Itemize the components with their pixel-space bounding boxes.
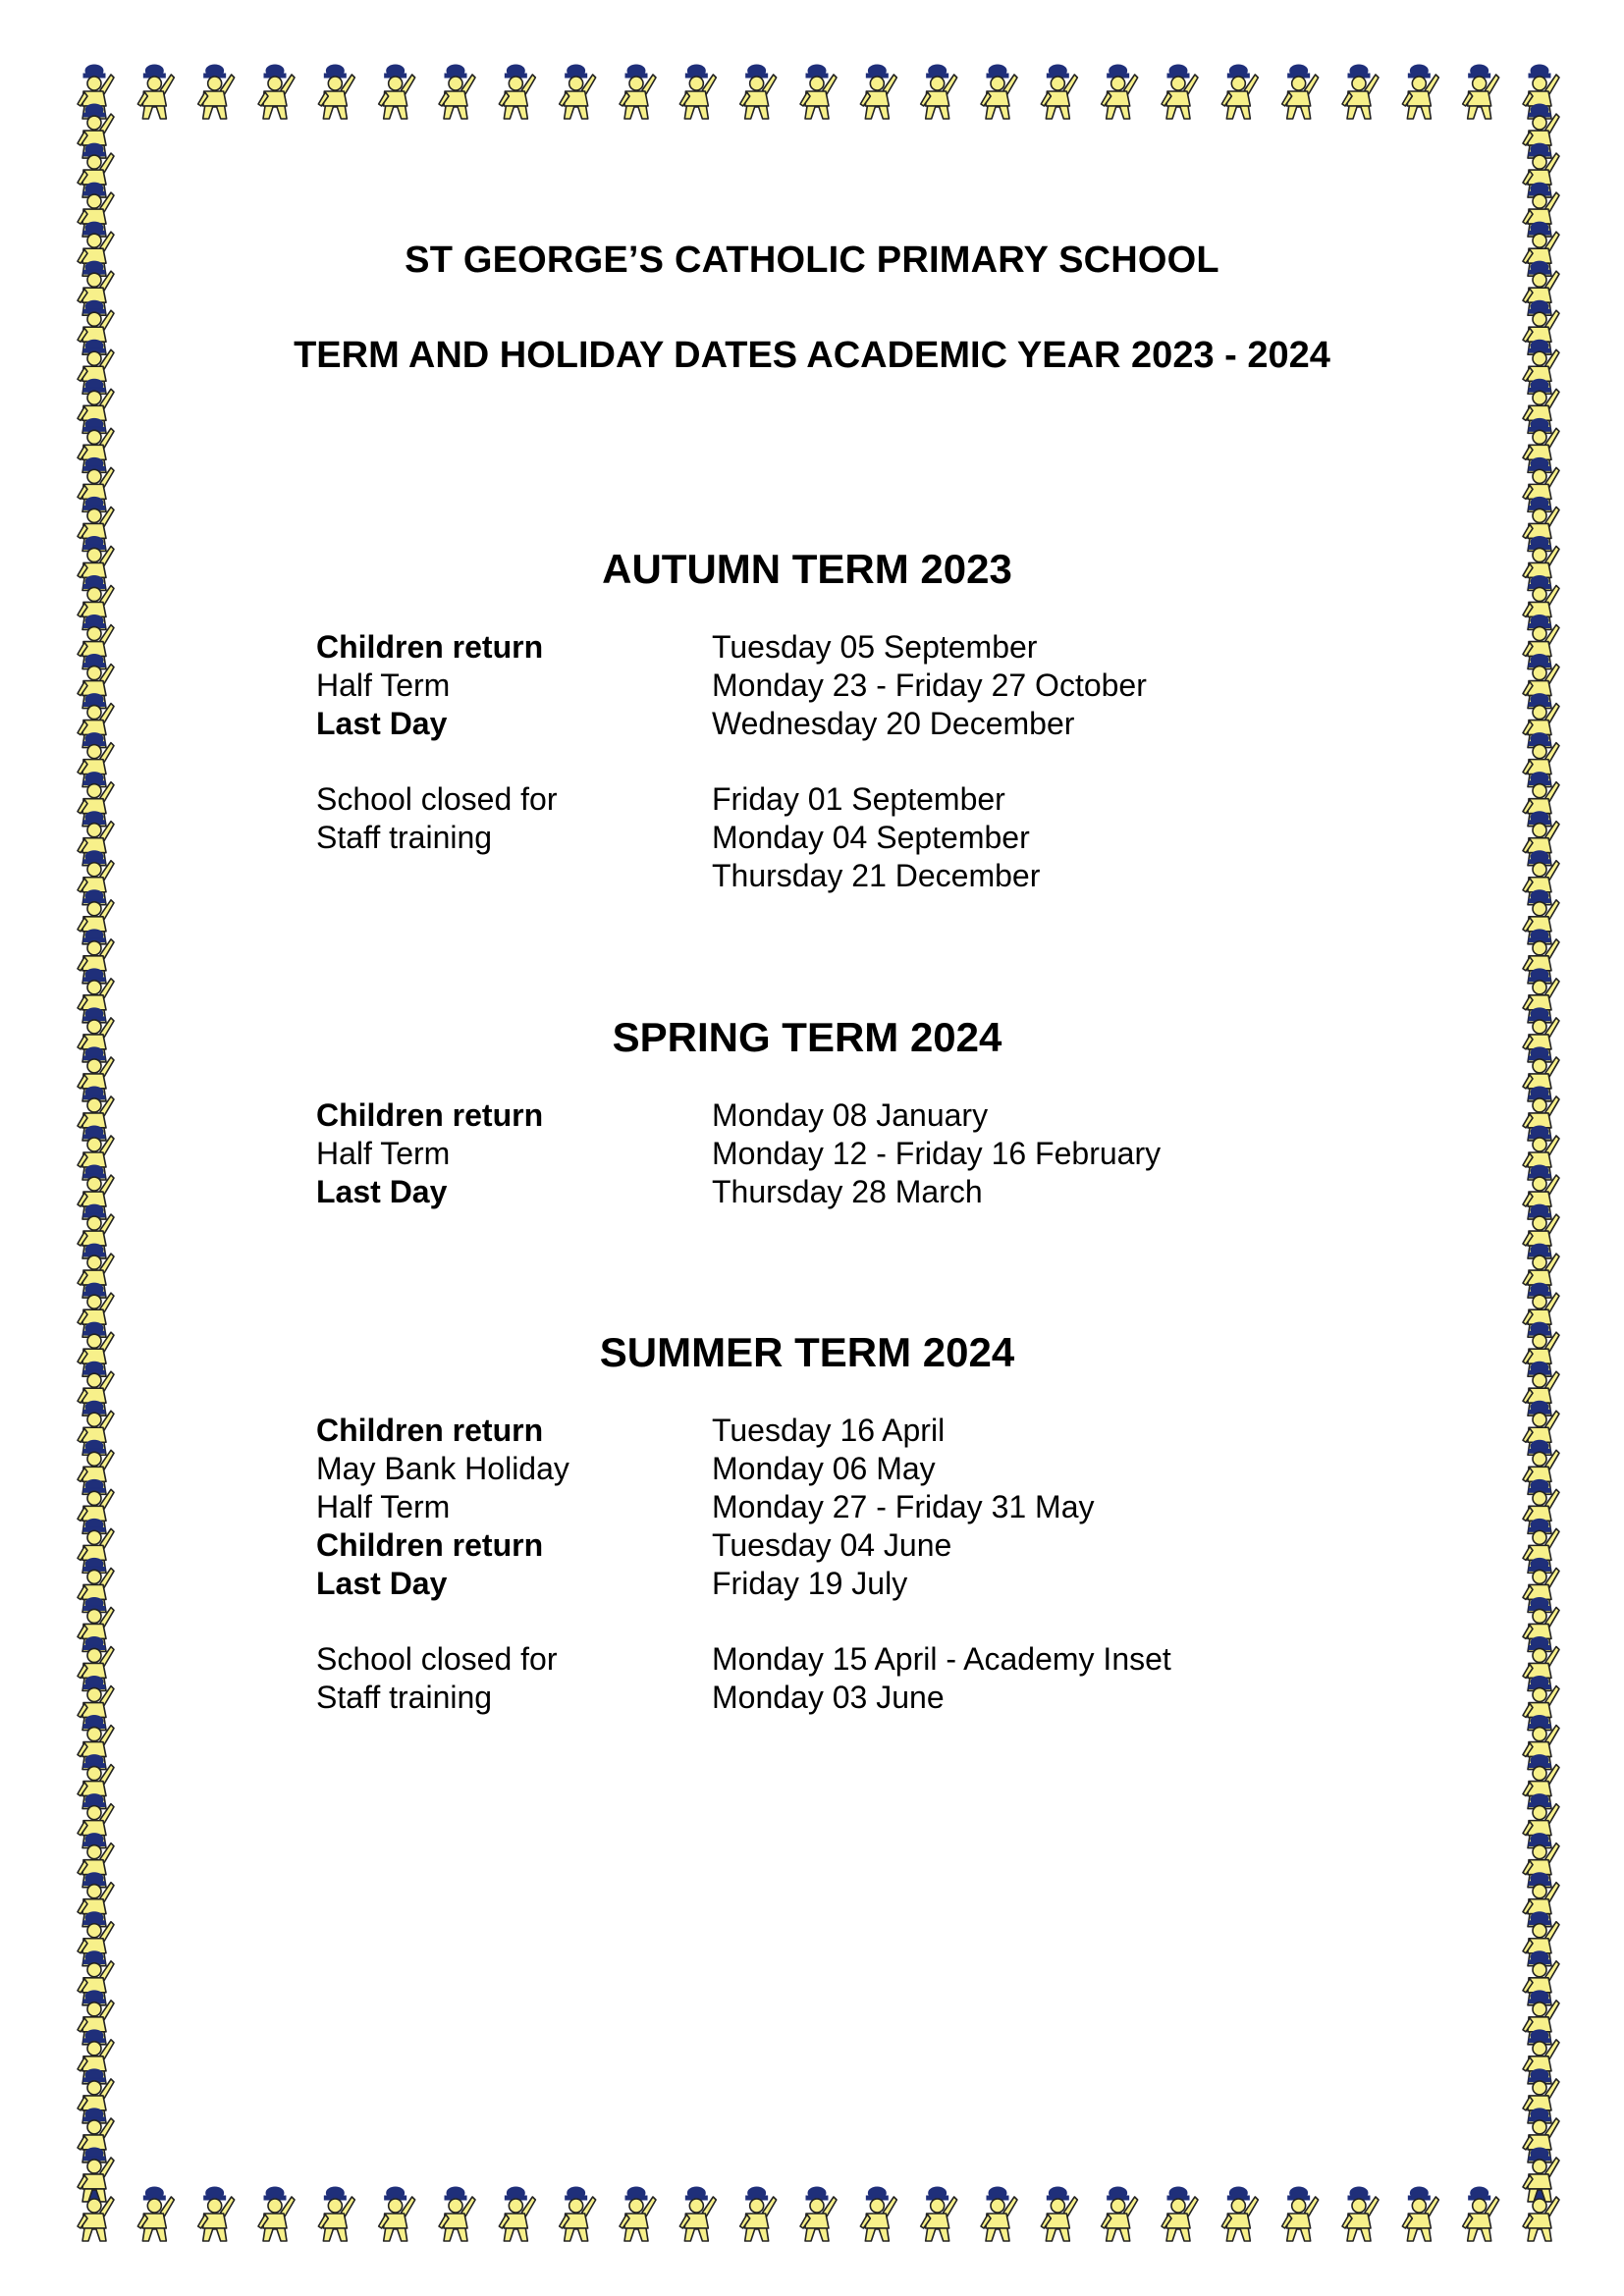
child-figure-icon <box>78 1087 114 1141</box>
term-date-list <box>316 628 1347 895</box>
child-figure-icon <box>1523 615 1559 669</box>
child-figure-icon <box>1523 1362 1559 1415</box>
child-figure-icon <box>78 1244 114 1298</box>
date-row-label: May Bank Holiday <box>316 1451 569 1486</box>
date-row <box>316 857 1347 895</box>
child-figure-icon <box>1523 1204 1559 1258</box>
document-subtitle: TERM AND HOLIDAY DATES ACADEMIC YEAR 2023 - 2024 <box>294 335 1330 376</box>
date-row-value: Friday 19 July <box>712 1566 908 1601</box>
child-figure-icon <box>78 1165 114 1219</box>
date-row-label: Children return <box>316 1527 544 1563</box>
child-figure-icon <box>1523 1126 1559 1180</box>
child-figure-icon <box>499 65 535 119</box>
child-figure-icon <box>78 1204 114 1258</box>
child-figure-icon <box>1221 65 1258 119</box>
child-figure-icon <box>1523 1716 1559 1770</box>
child-figure-icon <box>1523 1087 1559 1141</box>
child-figure-icon <box>1523 1165 1559 1219</box>
child-figure-icon <box>1523 497 1559 551</box>
child-figure-icon <box>78 1755 114 1809</box>
date-row-value: Thursday 28 March <box>712 1174 983 1209</box>
child-figure-icon <box>981 2187 1017 2241</box>
child-figure-icon <box>379 2187 415 2241</box>
child-figure-icon <box>78 969 114 1023</box>
child-figure-icon <box>198 65 235 119</box>
child-figure-icon <box>1162 65 1198 119</box>
child-figure-icon <box>560 2187 596 2241</box>
date-row-label: Staff training <box>316 1680 493 1715</box>
child-figure-icon <box>1523 1597 1559 1651</box>
child-figure-icon <box>78 1401 114 1455</box>
date-row-label: Half Term <box>316 1489 451 1524</box>
child-figure-icon <box>1463 2187 1499 2241</box>
date-row <box>316 1173 1347 1211</box>
child-figure-icon <box>1523 575 1559 629</box>
child-figure-icon <box>78 1558 114 1612</box>
child-figure-icon <box>439 2187 475 2241</box>
child-figure-icon <box>1523 1283 1559 1337</box>
child-figure-icon <box>78 890 114 944</box>
child-figure-icon <box>78 773 114 827</box>
child-figure-icon <box>560 65 596 119</box>
child-figure-icon <box>740 65 777 119</box>
child-figure-icon <box>499 2187 535 2241</box>
child-figure-icon <box>137 65 174 119</box>
child-figure-icon <box>1162 2187 1198 2241</box>
child-figure-icon <box>78 2109 114 2163</box>
child-figure-icon <box>1221 2187 1258 2241</box>
child-figure-icon <box>620 2187 656 2241</box>
date-row-value: Monday 15 April - Academy Inset <box>712 1641 1171 1677</box>
date-row-value: Wednesday 20 December <box>712 706 1075 741</box>
child-figure-icon <box>78 1597 114 1651</box>
child-figure-icon <box>1523 1244 1559 1298</box>
date-row-label: Staff training <box>316 820 493 855</box>
child-figure-icon <box>800 65 837 119</box>
child-figure-icon <box>1523 812 1559 866</box>
child-figure-icon <box>198 2187 235 2241</box>
date-row <box>316 1412 1347 1450</box>
child-figure-icon <box>1041 65 1077 119</box>
child-figure-icon <box>78 812 114 866</box>
date-row <box>316 1526 1347 1565</box>
child-figure-icon <box>1523 65 1559 119</box>
date-row-value: Monday 23 - Friday 27 October <box>712 667 1147 703</box>
date-row <box>316 1135 1347 1173</box>
child-figure-icon <box>860 2187 896 2241</box>
child-figure-icon <box>78 1322 114 1376</box>
date-row-label: Last Day <box>316 1566 448 1601</box>
child-figure-icon <box>439 65 475 119</box>
child-figure-icon <box>78 1677 114 1731</box>
date-row-label: School closed for <box>316 1641 558 1677</box>
child-figure-icon <box>1523 1755 1559 1809</box>
child-figure-icon <box>1523 1008 1559 1062</box>
date-row-value: Monday 27 - Friday 31 May <box>712 1489 1095 1524</box>
child-figure-icon <box>78 1951 114 2005</box>
child-figure-icon <box>1523 1794 1559 1848</box>
child-figure-icon <box>1463 65 1499 119</box>
child-figure-icon <box>1523 1519 1559 1573</box>
date-row <box>316 1679 1347 1717</box>
child-figure-icon <box>78 1794 114 1848</box>
child-figure-icon <box>1523 2148 1559 2202</box>
child-figure-icon <box>1523 183 1559 237</box>
child-figure-icon <box>78 143 114 197</box>
child-figure-icon <box>78 1126 114 1180</box>
date-row <box>316 780 1347 819</box>
term-heading: SPRING TERM 2024 <box>612 1014 1002 1060</box>
date-row-value: Tuesday 16 April <box>712 1413 946 1448</box>
child-figure-icon <box>1342 2187 1379 2241</box>
child-figure-icon <box>78 65 114 119</box>
child-figure-icon <box>78 733 114 787</box>
date-row-label: Children return <box>316 1097 544 1133</box>
date-row-value: Monday 04 September <box>712 820 1030 855</box>
term-date-list <box>316 1096 1347 1211</box>
child-figure-icon <box>921 65 957 119</box>
child-figure-icon <box>1523 1991 1559 2045</box>
date-row-label: Last Day <box>316 706 448 741</box>
child-figure-icon <box>137 2187 174 2241</box>
child-figure-icon <box>1282 2187 1319 2241</box>
child-figure-icon <box>78 2069 114 2123</box>
child-figure-icon <box>981 65 1017 119</box>
child-figure-icon <box>1102 65 1138 119</box>
date-row-label: Children return <box>316 1413 544 1448</box>
child-figure-icon <box>78 379 114 433</box>
child-figure-icon <box>1523 1951 1559 2005</box>
child-figure-icon <box>78 851 114 905</box>
child-figure-icon <box>78 536 114 590</box>
date-row-label: Last Day <box>316 1174 448 1209</box>
child-figure-icon <box>679 65 716 119</box>
date-row <box>316 628 1347 667</box>
child-figure-icon <box>78 183 114 237</box>
date-row-value: Friday 01 September <box>712 781 1005 817</box>
child-figure-icon <box>1523 379 1559 433</box>
child-figure-icon <box>78 615 114 669</box>
child-figure-icon <box>1523 418 1559 472</box>
child-figure-icon <box>1523 1047 1559 1101</box>
child-figure-icon <box>78 2030 114 2084</box>
child-figure-icon <box>1523 2187 1559 2241</box>
child-figure-icon <box>78 1991 114 2045</box>
child-figure-icon <box>258 65 295 119</box>
date-row-value: Tuesday 05 September <box>712 629 1038 665</box>
child-figure-icon <box>78 457 114 511</box>
child-figure-icon <box>1523 2109 1559 2163</box>
school-name: ST GEORGE’S CATHOLIC PRIMARY SCHOOL <box>405 240 1219 281</box>
child-figure-icon <box>1523 1558 1559 1612</box>
child-figure-icon <box>78 655 114 709</box>
child-figure-icon <box>1523 890 1559 944</box>
date-row-label: Half Term <box>316 1136 451 1171</box>
child-figure-icon <box>78 1716 114 1770</box>
date-row <box>316 705 1347 743</box>
child-figure-icon <box>78 694 114 748</box>
child-figure-icon <box>1523 733 1559 787</box>
child-figure-icon <box>78 1479 114 1533</box>
child-figure-icon <box>1523 2069 1559 2123</box>
child-figure-icon <box>1523 1479 1559 1533</box>
child-figure-icon <box>1523 536 1559 590</box>
child-figure-icon <box>78 1873 114 1927</box>
child-figure-icon <box>1402 2187 1438 2241</box>
date-row <box>316 1450 1347 1488</box>
child-figure-icon <box>258 2187 295 2241</box>
child-figure-icon <box>78 418 114 472</box>
child-figure-icon <box>78 2148 114 2202</box>
child-figure-icon <box>78 1834 114 1888</box>
child-figure-icon <box>620 65 656 119</box>
date-row-value: Tuesday 04 June <box>712 1527 952 1563</box>
child-figure-icon <box>78 104 114 158</box>
child-figure-icon <box>1523 969 1559 1023</box>
child-figure-icon <box>740 2187 777 2241</box>
date-row-label: School closed for <box>316 781 558 817</box>
child-figure-icon <box>78 1283 114 1337</box>
child-figure-icon <box>1402 65 1438 119</box>
child-figure-icon <box>379 65 415 119</box>
date-row <box>316 819 1347 857</box>
child-figure-icon <box>78 1636 114 1690</box>
date-row-value: Monday 12 - Friday 16 February <box>712 1136 1162 1171</box>
child-figure-icon <box>1523 655 1559 709</box>
date-row <box>316 1096 1347 1135</box>
child-figure-icon <box>1282 65 1319 119</box>
child-figure-icon <box>1523 1440 1559 1494</box>
date-row-label: Children return <box>316 629 544 665</box>
child-figure-icon <box>318 2187 354 2241</box>
term-date-list <box>316 1412 1347 1717</box>
term-heading: SUMMER TERM 2024 <box>599 1329 1015 1375</box>
date-row <box>316 1488 1347 1526</box>
child-figure-icon <box>1523 1912 1559 1966</box>
child-figure-icon <box>78 1519 114 1573</box>
child-figure-icon <box>78 497 114 551</box>
child-figure-icon <box>1523 1834 1559 1888</box>
date-row-label: Half Term <box>316 667 451 703</box>
child-figure-icon <box>78 1362 114 1415</box>
child-figure-icon <box>1523 773 1559 827</box>
date-row-value: Monday 06 May <box>712 1451 936 1486</box>
child-figure-icon <box>78 1047 114 1101</box>
term-heading: AUTUMN TERM 2023 <box>602 546 1012 592</box>
child-figure-icon <box>78 2187 114 2241</box>
child-figure-icon <box>1523 1322 1559 1376</box>
child-figure-icon <box>1523 457 1559 511</box>
child-figure-icon <box>78 1440 114 1494</box>
child-figure-icon <box>800 2187 837 2241</box>
child-figure-icon <box>679 2187 716 2241</box>
date-row <box>316 667 1347 705</box>
child-figure-icon <box>78 575 114 629</box>
child-figure-icon <box>1523 1873 1559 1927</box>
child-figure-icon <box>1523 851 1559 905</box>
child-figure-icon <box>1523 930 1559 984</box>
child-figure-icon <box>78 1008 114 1062</box>
date-row-value: Monday 08 January <box>712 1097 989 1133</box>
child-figure-icon <box>1523 2030 1559 2084</box>
date-row <box>316 1565 1347 1603</box>
child-figure-icon <box>1523 143 1559 197</box>
date-row-value: Monday 03 June <box>712 1680 945 1715</box>
date-row-value: Thursday 21 December <box>712 858 1041 893</box>
child-figure-icon <box>78 1912 114 1966</box>
child-figure-icon <box>78 930 114 984</box>
child-figure-icon <box>318 65 354 119</box>
date-row <box>316 1640 1347 1679</box>
child-figure-icon <box>1523 1636 1559 1690</box>
child-figure-icon <box>1523 1401 1559 1455</box>
child-figure-icon <box>1523 694 1559 748</box>
child-figure-icon <box>921 2187 957 2241</box>
child-figure-icon <box>860 65 896 119</box>
child-figure-icon <box>1523 104 1559 158</box>
child-figure-icon <box>1041 2187 1077 2241</box>
child-figure-icon <box>1523 1677 1559 1731</box>
child-figure-icon <box>1102 2187 1138 2241</box>
child-figure-icon <box>1342 65 1379 119</box>
